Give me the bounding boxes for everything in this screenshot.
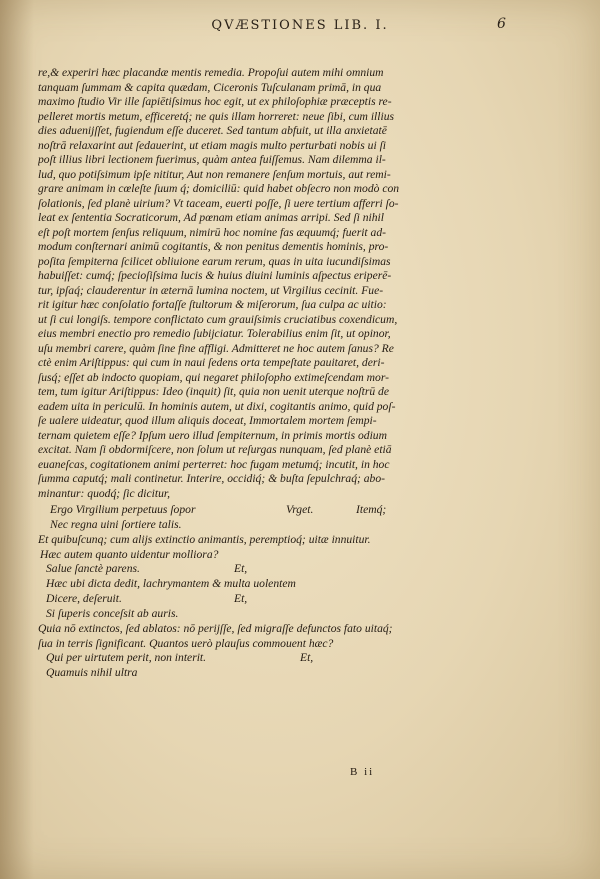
verse-text: Nec regna uini ſortiere talis.	[50, 518, 182, 531]
text-line: ternam quietem eſſe? Ipſum uero illud ſempiternum, in primis mortis odium	[38, 428, 387, 442]
verse-line	[38, 666, 566, 681]
text-line: lud, quo potiſsimum ipſe nititur, Aut non remanere ſenſum mortuis, aut remi-	[38, 167, 391, 181]
binding-gutter-shadow	[0, 0, 34, 879]
text-line: Hæc autem quanto uidentur molliora?	[40, 547, 219, 561]
prose-block	[38, 66, 566, 501]
text-line: Et quibuſcunq; cum alijs extinctio animantis, peremptioq́; uitæ innuitur.	[38, 533, 371, 546]
verse-block-3	[38, 651, 566, 681]
verse-aside-far: Itemq́;	[356, 503, 387, 516]
text-line: re,& experiri hæc placandæ mentis remedia. Propoſui autem mihi omnium	[38, 66, 384, 79]
text-line: minantur: quodq́; ſic dicitur,	[38, 486, 171, 500]
verse-text: Dicere, deſeruit.	[46, 592, 122, 605]
text-line: uſu membri carere, quàm ſine fine affligi. Admitteret ne hoc autem ſanus? Re	[38, 341, 394, 355]
text-line: eius membri enectio pro remedio ſubijciatur. Tolerabilius enim ſit, ut opinor,	[38, 327, 391, 340]
verse-line	[38, 518, 566, 533]
text-line: poſita ſempiterna ſcilicet obliuione earum rerum, quas in uita iucundiſsimas	[38, 254, 391, 268]
verse-text: Hæc ubi dicta dedit, lachrymantem & multa uolentem	[46, 577, 296, 590]
verse-aside: Et,	[300, 651, 314, 664]
text-line: ſe ualere uideatur, quod illum aliquis doceat, Immortalem mortem ſempi-	[38, 414, 377, 427]
verse-block-2	[38, 562, 566, 622]
text-line: tem, tum igitur Ariſtippus: Ideo (inquit) ſit, quia non uenit uterque noſtrū de	[38, 385, 390, 398]
verse-line	[38, 592, 566, 607]
verse-aside: Et,	[234, 562, 248, 575]
text-line: ctè enim Ariſtippus: qui cum in naui ſedens orta tempeſtate pauitaret, deri-	[38, 356, 385, 369]
text-line: modum conſternari animū cogitantis, & non penitus dementis hominis, pro-	[38, 240, 389, 253]
text-line: pelleret mortis metum, efficeretq́; ne quis illam horreret: neue ſibi, cum illius	[38, 109, 395, 123]
body-text	[38, 66, 566, 681]
text-line: eadem uita in periculū. In hominis autem, ut dixi, cogitantis animo, quid poſ-	[38, 399, 396, 413]
verse-line	[38, 562, 566, 577]
verse-text: Qui per uirtutem perit, non interit.	[46, 651, 207, 664]
signature-mark: B ii	[350, 766, 375, 778]
verse-line	[38, 577, 566, 592]
verse-line	[38, 607, 566, 622]
text-line: rit igitur hæc conſolatio fortaſſe ſtultorum & miſerorum, ſua culpa ac uitio:	[38, 298, 387, 311]
text-line: ut ſi cui longiſs. tempore conflictato cum grauiſsimis cruciatibus coxendicum,	[38, 312, 398, 326]
verse-text: Quamuis nihil ultra	[46, 666, 138, 679]
text-line: eſt poſt mortem ſenſus reliquum, nimirū hoc nomine fas æquumq́; fuerit ad-	[38, 225, 386, 239]
verse-text: Salue ſanctè parens.	[46, 562, 140, 575]
text-line: ſolationis, ſed planè uirium? Vt taceam, euerti poſſe, ſi uere tertium afferri ſo-	[38, 196, 399, 210]
text-line: ſumma caputq́; mali continetur. Interire, occidiq́; & buſta ſepulchraq́; abo-	[38, 472, 386, 485]
verse-aside: Et,	[234, 592, 248, 605]
text-line: dies aduenijſſet, fugiendum eſſe duceret. Sed tantum abfuit, ut illa anxietatē	[38, 124, 387, 137]
verse-aside: Vrget.	[286, 503, 314, 516]
verse-line	[38, 651, 566, 666]
text-line: noſtrā relaxarint aut ſedauerint, ut etiam magis multo perturbati nobis ui ſi	[38, 138, 387, 152]
running-head: QVÆSTIONES LIB. I.	[211, 18, 389, 33]
text-line: poſt illius libri lectionem fuerimus, quàm antea fuiſſemus. Nam dilemma il-	[38, 153, 386, 166]
text-line: tanquam ſummam & capita quædam, Ciceronis Tuſculanam primā, in qua	[38, 80, 382, 94]
verse-text: Si ſuperis conceſsit ab auris.	[46, 607, 179, 620]
text-line: ſua in terris ſignificant. Quantos uerò plauſus commouent hæc?	[38, 636, 334, 650]
text-line: leat ex ſententia Socraticorum, Ad pœnam etiam animas arripi. Sed ſi nihil	[38, 211, 384, 224]
text-line: maximo ſtudio Vir ille ſapiētiſsimus hoc egit, ut ex philoſophiæ præceptis re-	[38, 95, 392, 108]
verse-text: Ergo Virgilium perpetuus ſopor	[50, 503, 196, 516]
text-line: euaneſcas, cogitationem animi perterret: hoc fugam metumq́; incutit, in hoc	[38, 457, 390, 471]
text-line: Quia nō extinctos, ſed ablatos: nō perijſſe, ſed migraſſe defunctos fato uitaq́;	[38, 622, 393, 635]
text-line: grare animam in cœleſte ſuum q́; domiciliū: quid habet obſecro non modò con	[38, 182, 400, 195]
text-line: habuiſſet: cumq́; ſpecioſiſsima lucis & huius diuini luminis aſpectus eriperē-	[38, 269, 392, 282]
text-line: tur, ipſaq́; clauderentur in æternā lumina noctem, ut Virgilius cecinit. Fue-	[38, 283, 384, 297]
verse-block-1	[38, 503, 566, 533]
verse-line	[38, 503, 566, 518]
text-line: excitat. Nam ſi obdormiſcere, non ſolum ut reſurgas nunquam, ſed planè etiā	[38, 443, 392, 456]
page-number: 6	[497, 16, 506, 32]
text-line: ſusq́; eſſet ab indocto quopiam, qui negaret philoſopho extimeſcendam mor-	[38, 370, 389, 384]
